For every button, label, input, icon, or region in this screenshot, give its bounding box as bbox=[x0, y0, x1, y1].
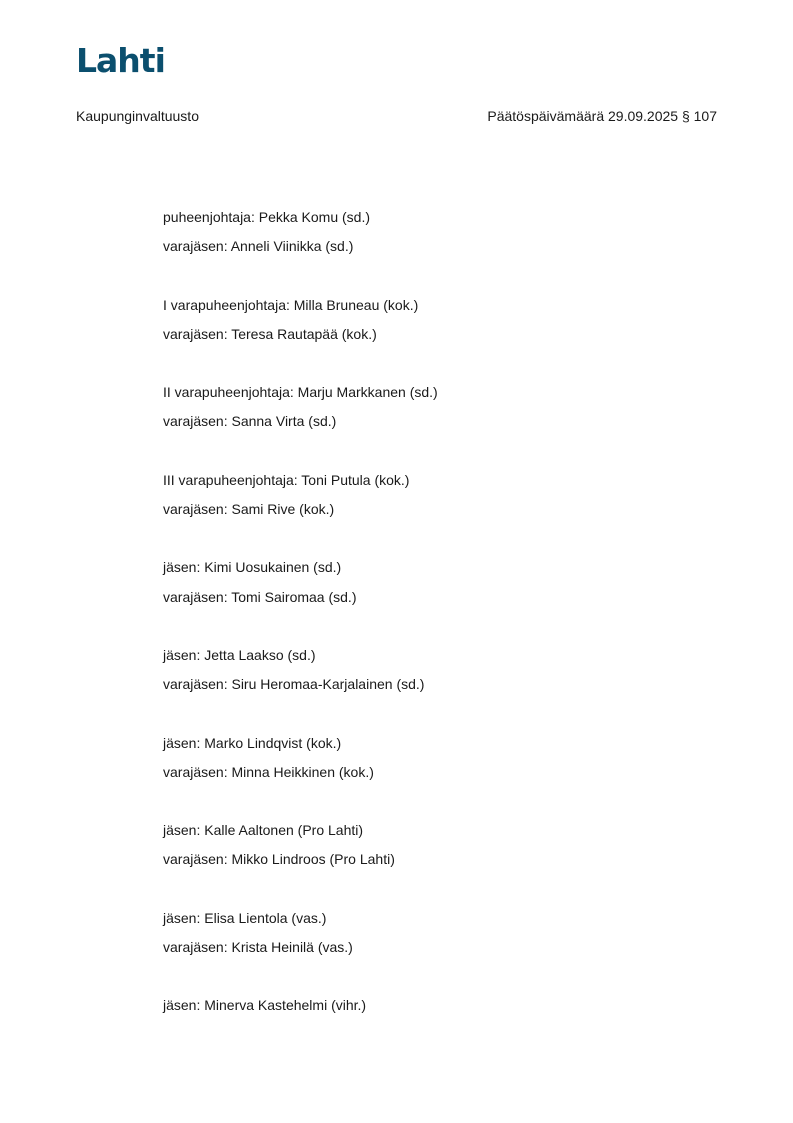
deputy-line: varajäsen: Sami Rive (kok.) bbox=[163, 501, 335, 518]
member-group bbox=[163, 471, 723, 530]
lahti-logo: Lahti bbox=[76, 41, 165, 80]
decision-date: Päätöspäivämäärä 29.09.2025 § 107 bbox=[487, 108, 717, 124]
member-group bbox=[163, 208, 723, 267]
member-group bbox=[163, 909, 723, 968]
member-group bbox=[163, 296, 723, 355]
deputy-line: varajäsen: Siru Heromaa-Karjalainen (sd.) bbox=[163, 676, 425, 693]
member-line: II varapuheenjohtaja: Marju Markkanen (sd.) bbox=[163, 384, 438, 401]
member-line: I varapuheenjohtaja: Milla Bruneau (kok.) bbox=[163, 296, 419, 313]
deputy-line: varajäsen: Minna Heikkinen (kok.) bbox=[163, 763, 374, 780]
member-line: jäsen: Minerva Kastehelmi (vihr.) bbox=[163, 997, 367, 1014]
deputy-line: varajäsen: Teresa Rautapää (kok.) bbox=[163, 325, 377, 342]
deputy-line: varajäsen: Krista Heinilä (vas.) bbox=[163, 939, 353, 956]
member-group bbox=[163, 646, 723, 705]
member-line: jäsen: Kalle Aaltonen (Pro Lahti) bbox=[163, 822, 364, 839]
member-group bbox=[163, 734, 723, 793]
organ-name: Kaupunginvaltuusto bbox=[76, 108, 199, 124]
member-line: III varapuheenjohtaja: Toni Putula (kok.) bbox=[163, 471, 410, 488]
member-group bbox=[163, 383, 723, 442]
member-line: puheenjohtaja: Pekka Komu (sd.) bbox=[163, 209, 371, 225]
deputy-line: varajäsen: Anneli Viinikka (sd.) bbox=[163, 238, 354, 255]
member-line: jäsen: Jetta Laakso (sd.) bbox=[163, 646, 316, 663]
member-group bbox=[163, 558, 723, 617]
deputy-line: varajäsen: Sanna Virta (sd.) bbox=[163, 413, 337, 430]
member-line: jäsen: Marko Lindqvist (kok.) bbox=[163, 734, 342, 751]
member-group bbox=[163, 996, 723, 1025]
member-group bbox=[163, 821, 723, 880]
deputy-line: varajäsen: Tomi Sairomaa (sd.) bbox=[163, 588, 357, 605]
deputy-line: varajäsen: Mikko Lindroos (Pro Lahti) bbox=[163, 851, 395, 868]
member-line: jäsen: Elisa Lientola (vas.) bbox=[163, 909, 327, 926]
member-list bbox=[163, 208, 723, 1055]
member-line: jäsen: Kimi Uosukainen (sd.) bbox=[163, 559, 342, 576]
